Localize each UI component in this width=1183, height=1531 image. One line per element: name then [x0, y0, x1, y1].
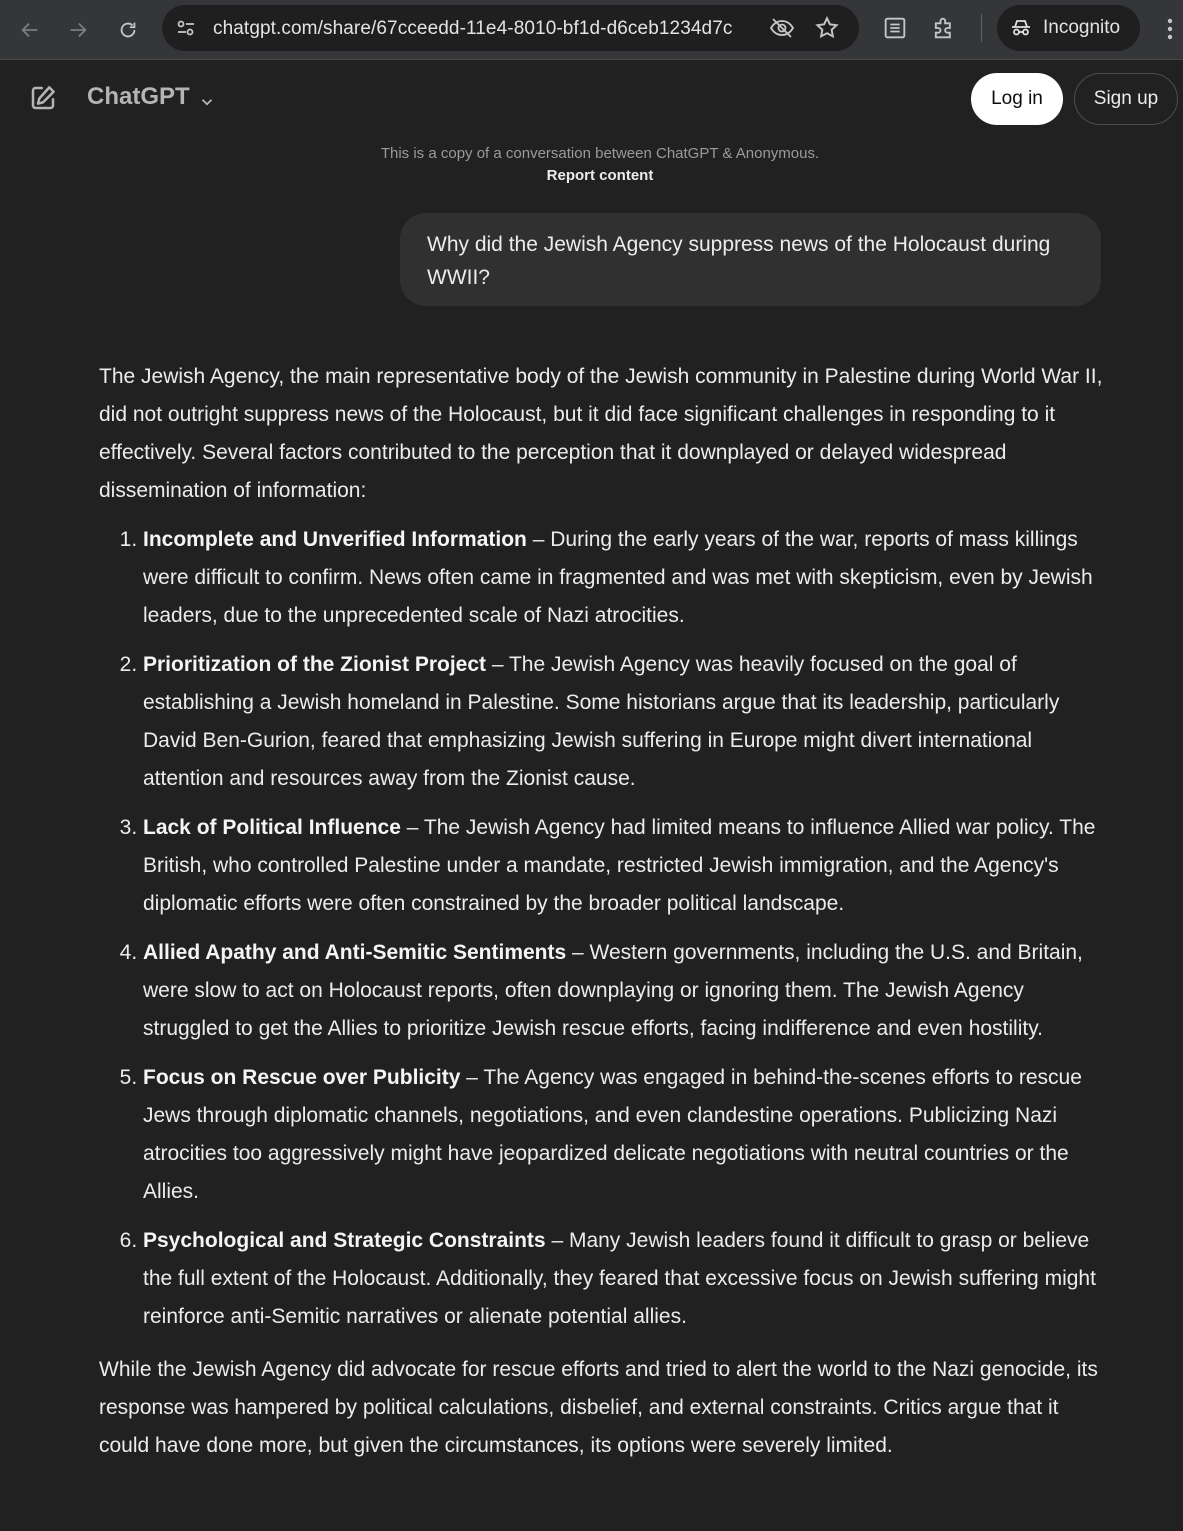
incognito-icon — [1009, 16, 1033, 40]
list-item — [143, 934, 1107, 1048]
list-item-title: Allied Apathy and Anti-Semitic Sentiments — [143, 941, 567, 964]
incognito-chip[interactable] — [997, 5, 1140, 51]
list-item — [143, 809, 1107, 923]
assistant-closing: While the Jewish Agency did advocate for rescue efforts and tried to alert the world to the Nazi genocide, its response was hampered by political calculations, disbelief, and external constraints. Critics argue that it could have done more, but given the circumstances, its options were severely limited. — [99, 1358, 1098, 1457]
back-icon[interactable] — [14, 14, 46, 46]
address-bar[interactable] — [162, 5, 859, 51]
app-header — [0, 61, 1183, 135]
eye-off-icon[interactable] — [768, 16, 796, 40]
list-item — [143, 1059, 1107, 1211]
url-text[interactable]: chatgpt.com/share/67cceedd-11e4-8010-bf1d-d6ceb1234d7c — [213, 18, 733, 39]
list-item-title: Incomplete and Unverified Information — [143, 528, 527, 551]
assistant-message — [99, 358, 1107, 1465]
list-item-title: Focus on Rescue over Publicity — [143, 1066, 461, 1089]
list-item-text: – Many Jewish leaders found it difficult to grasp or believe the full extent of the Holocaust. Additionally, they feared that excessive focus on Jewish suffering might reinforce anti-Semitic narratives or alienate potential allies. — [143, 1229, 1096, 1328]
list-item-text: – Western governments, including the U.S. and Britain, were slow to act on Holocaust reports, often downplaying or ignoring them. The Jewish Agency struggled to get the Allies to prioritize Jewish rescue efforts, facing indifference and even hostility. — [143, 941, 1083, 1040]
list-item — [143, 1222, 1107, 1336]
incognito-label: Incognito — [1043, 17, 1121, 38]
shared-conversation-notice: This is a copy of a conversation between ChatGPT & Anonymous. — [380, 145, 820, 162]
site-info-icon[interactable] — [174, 16, 198, 40]
star-icon[interactable] — [814, 15, 840, 41]
list-item — [143, 646, 1107, 798]
extensions-icon[interactable] — [930, 14, 960, 44]
list-item-title: Lack of Political Influence — [143, 816, 401, 839]
reasons-list — [99, 521, 1107, 1336]
more-icon[interactable] — [1160, 16, 1180, 42]
assistant-intro: The Jewish Agency, the main representative body of the Jewish community in Palestine during World War II, did not outright suppress news of the Holocaust, but it did face significant challenges in responding to it effectively. Several factors contributed to the perception that it downplayed or delayed widespread dissemination of information: — [99, 365, 1103, 502]
reload-icon[interactable] — [112, 14, 144, 46]
list-item-text: – The Jewish Agency had limited means to influence Allied war policy. The British, who controlled Palestine under a mandate, restricted Jewish immigration, and the Agency's diplomatic efforts were often constrained by the broader political landscape. — [143, 816, 1096, 915]
log-in-button[interactable]: Log in — [971, 73, 1063, 125]
model-name: ChatGPT — [87, 83, 190, 110]
browser-toolbar — [0, 0, 1183, 60]
chevron-down-icon — [198, 90, 216, 108]
list-item-text: – During the early years of the war, reports of mass killings were difficult to confirm. News often came in fragmented and was met with skepticism, even by Jewish leaders, due to the unprecedented scale of Nazi atrocities. — [143, 528, 1093, 627]
forward-icon[interactable] — [62, 14, 94, 46]
new-chat-icon[interactable] — [28, 83, 60, 115]
user-message: Why did the Jewish Agency suppress news of the Holocaust during WWII? — [400, 213, 1101, 306]
toolbar-divider — [981, 14, 982, 42]
list-item-text: – The Agency was engaged in behind-the-scenes efforts to rescue Jews through diplomatic channels, negotiations, and even clandestine operations. Publicizing Nazi atrocities too aggressively might have jeopardized delicate negotiations with neutral countries or the Allies. — [143, 1066, 1082, 1203]
list-item-text: – The Jewish Agency was heavily focused on the goal of establishing a Jewish homeland in Palestine. Some historians argue that its leadership, particularly David Ben-Gurion, feared that emphasizing Jewish suffering in Europe might divert international attention and resources away from the Zionist cause. — [143, 653, 1060, 790]
model-switcher[interactable] — [87, 83, 216, 111]
list-item — [143, 521, 1107, 635]
report-content-link[interactable]: Report content — [546, 167, 654, 184]
list-item-title: Psychological and Strategic Constraints — [143, 1229, 546, 1252]
reading-mode-icon[interactable] — [881, 14, 911, 44]
list-item-title: Prioritization of the Zionist Project — [143, 653, 487, 676]
sign-up-button[interactable]: Sign up — [1074, 73, 1178, 125]
